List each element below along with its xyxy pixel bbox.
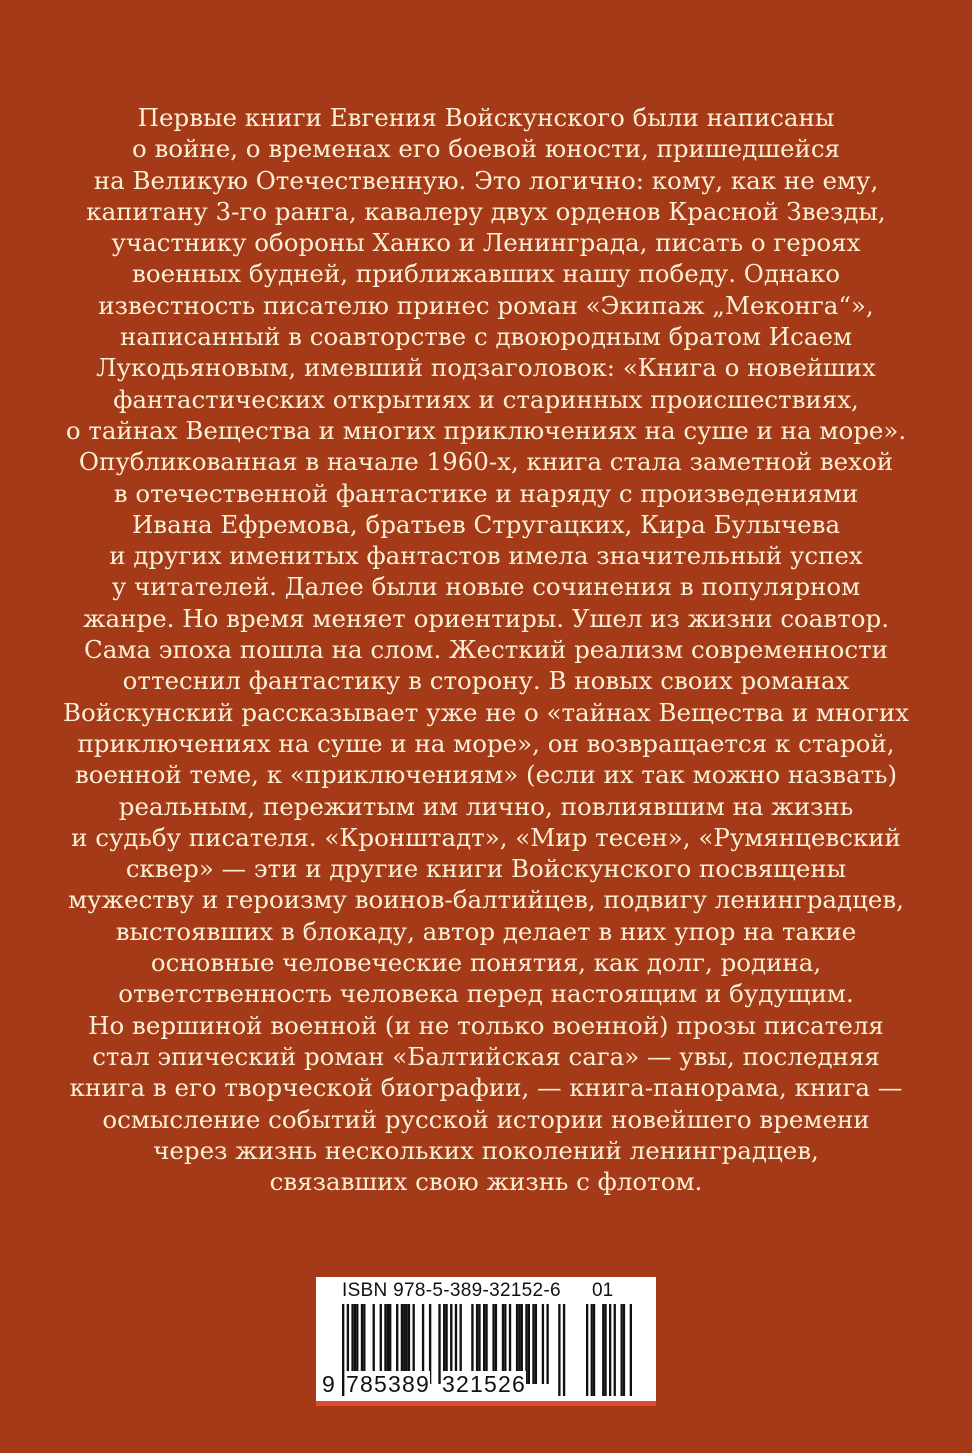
blurb-line: и судьбу писателя. «Кронштадт», «Мир тесен», «Румянцевский [71, 822, 901, 852]
isbn-barcode [316, 1277, 656, 1401]
barcode-bar [342, 1304, 344, 1396]
blurb-line: участнику обороны Ханко и Ленинграда, писать о героях [111, 228, 861, 258]
blurb-line: стал эпический роман «Балтийская сага» — увы, последняя [92, 1041, 880, 1071]
blurb-line: на Великую Отечественную. Это логично: кому, как не ему, [93, 165, 879, 195]
barcode-addon-bar [602, 1304, 604, 1396]
blurb-line: Опубликованная в начале 1960-х, книга стала заметной вехой [78, 447, 894, 477]
blurb-line: и других именитых фантастов имела значительный успех [109, 541, 863, 571]
barcode-addon-bar [630, 1304, 632, 1396]
blurb-line: связавших свою жизнь с флотом. [269, 1167, 703, 1197]
barcode-addon-bar [621, 1304, 623, 1396]
blurb-line: известность писателю принес роман «Экипаж „Меконга“», [98, 290, 874, 320]
barcode-bar [528, 1304, 530, 1384]
blurb-line: Но вершиной военной (и не только военной) прозы писателя [88, 1010, 884, 1040]
blurb-line: о тайнах Вещества и многих приключениях на суше и на море». [65, 415, 907, 445]
barcode-addon-bar [609, 1304, 611, 1396]
blurb-line: оттеснил фантастику в сторону. В новых своих романах [122, 666, 850, 696]
blurb-line: в отечественной фантастике и наряду с произведениями [113, 478, 859, 508]
blurb-line: сквер» — эти и другие книги Войскунского посвящены [125, 854, 847, 884]
barcode-bar [532, 1304, 534, 1384]
blurb-line: реальным, пережитым им лично, повлиявшим на жизнь [118, 791, 854, 821]
blurb-line: Первые книги Евгения Войскунского были написаны [137, 103, 835, 132]
barcode-bar [563, 1304, 565, 1396]
isbn-label: ISBN 978-5-389-32152-6 [342, 1280, 561, 1301]
blurb-line: Лукодьяновым, имевший подзаголовок: «Книга о новейших [96, 353, 876, 383]
blurb-line: капитану 3-го ранга, кавалеру двух орденов Красной Звезды, [86, 196, 886, 226]
barcode-addon-bar [593, 1304, 595, 1396]
barcode-right-digits: 321526 [442, 1371, 526, 1397]
blurb-line: через жизнь нескольких поколений ленинградцев, [153, 1135, 819, 1165]
barcode-addon-bar [623, 1304, 625, 1396]
blurb-line: приключениях на суше и на море», он возвращается к старой, [77, 728, 895, 758]
blurb-line: жанре. Но время меняет ориентиры. Ушел из жизни соавтор. [83, 603, 889, 633]
barcode-first-digit: 9 [322, 1371, 336, 1397]
blurb-line: о войне, о временах его боевой юности, пришедшейся [131, 134, 841, 164]
barcode-bar [438, 1304, 440, 1384]
cover-blurb [60, 102, 912, 1197]
blurb-line: осмысление событий русской истории новейшего времени [102, 1104, 870, 1134]
barcode-bar [558, 1304, 560, 1396]
blurb-line: написанный в соавторстве с двоюродным братом Исаем [119, 322, 853, 352]
barcode-addon-bar [604, 1304, 606, 1396]
blurb-line: Ивана Ефремова, братьев Стругацких, Кира Булычева [131, 509, 841, 539]
blurb-line: основные человеческие понятия, как долг, родина, [150, 948, 822, 978]
barcode-bar [546, 1304, 548, 1384]
blurb-line: военной теме, к «приключениям» (если их так можно назвать) [74, 760, 898, 790]
blurb-line: фантастических открытиях и старинных происшествиях, [113, 384, 859, 414]
barcode-bar [535, 1304, 537, 1384]
barcode-addon-bar [586, 1304, 588, 1396]
barcode-left-digits: 785389 [346, 1371, 430, 1397]
barcode-addon-bar [614, 1304, 616, 1396]
blurb-line: мужеству и героизму воинов-балтийцев, подвигу ленинградцев, [68, 885, 904, 915]
blurb-line: выстоявших в блокаду, автор делает в них упор на такие [115, 916, 857, 946]
blurb-line: ответственность человека перед настоящим и будущим. [118, 979, 854, 1009]
blurb-line: Войскунский рассказывает уже не о «тайнах Вещества и многих [63, 697, 909, 727]
barcode-bar [542, 1304, 544, 1384]
barcode-addon-bar [591, 1304, 593, 1396]
blurb-line: у читателей. Далее были новые сочинения в популярном [111, 572, 861, 602]
isbn-addon-label: 01 [592, 1280, 614, 1301]
blurb-line: книга в его творческой биографии, — книга-панорама, книга — [69, 1073, 903, 1103]
blurb-line: военных будней, приближавших нашу победу. Однако [132, 259, 840, 289]
blurb-line: Сама эпоха пошла на слом. Жесткий реализм современности [84, 635, 888, 665]
